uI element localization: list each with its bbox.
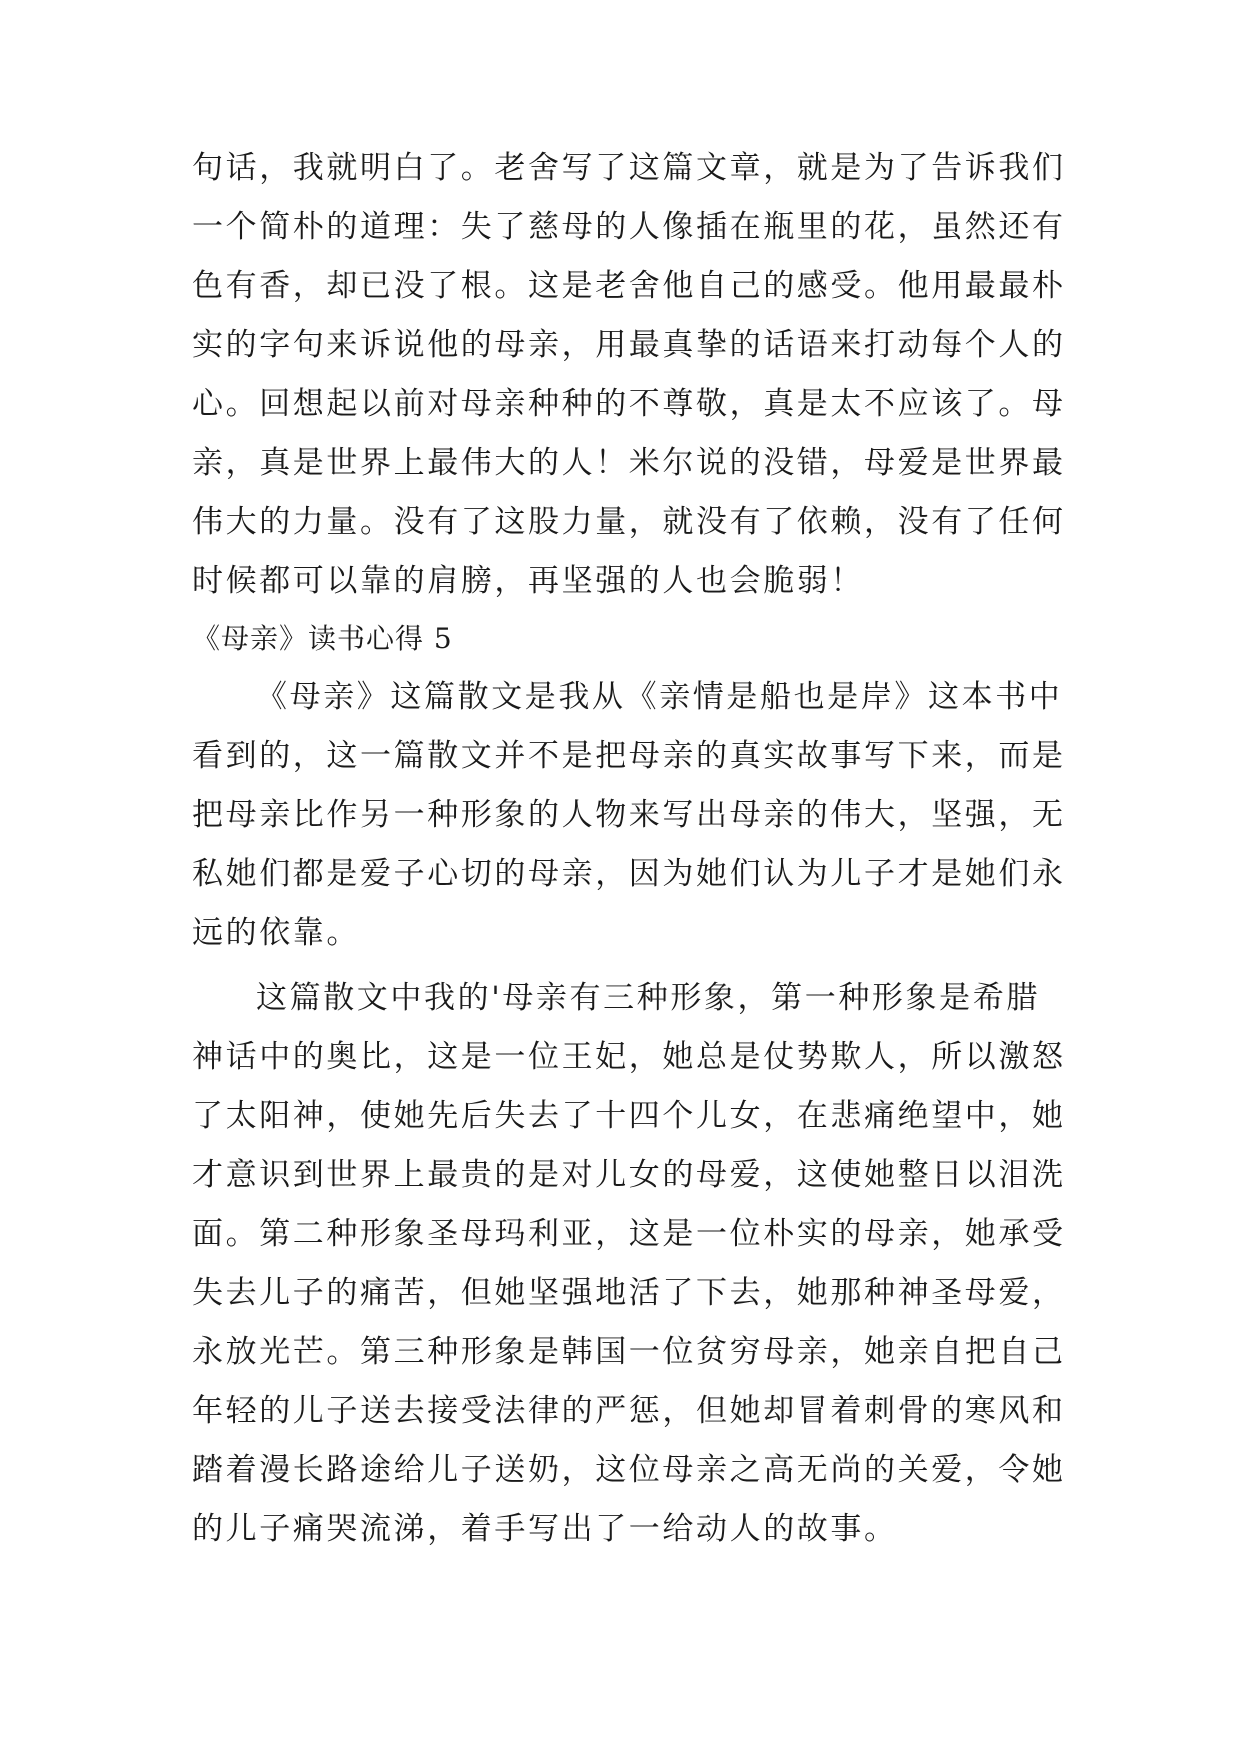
paragraph-line: 伟大的力量。没有了这股力量，就没有了依赖，没有了任何 <box>192 504 1066 540</box>
paragraph-line: 时候都可以靠的肩膀，再坚强的人也会脆弱！ <box>192 563 864 599</box>
paragraph-line: 这篇散文中我的'母亲有三种形象，第一种形象是希腊 <box>256 980 1040 1016</box>
paragraph-line: 面。第二种形象圣母玛利亚，这是一位朴实的母亲，她承受 <box>192 1216 1066 1252</box>
paragraph-line: 私她们都是爱子心切的母亲，因为她们认为儿子才是她们永 <box>192 856 1066 892</box>
paragraph-line: 看到的，这一篇散文并不是把母亲的真实故事写下来，而是 <box>192 738 1066 774</box>
paragraph-line: 的儿子痛哭流涕，着手写出了一给动人的故事。 <box>192 1511 898 1547</box>
paragraph-line: 句话，我就明白了。老舍写了这篇文章，就是为了告诉我们 <box>192 150 1066 186</box>
paragraph-line: 年轻的儿子送去接受法律的严惩，但她却冒着刺骨的寒风和 <box>192 1393 1066 1429</box>
paragraph-line: 远的依靠。 <box>192 915 360 951</box>
paragraph-line: 把母亲比作另一种形象的人物来写出母亲的伟大，坚强，无 <box>192 797 1066 833</box>
paragraph-line: 踏着漫长路途给儿子送奶，这位母亲之高无尚的关爱，令她 <box>192 1452 1066 1488</box>
paragraph-line: 神话中的奥比，这是一位王妃，她总是仗势欺人，所以激怒 <box>192 1039 1066 1075</box>
paragraph-line: 失去儿子的痛苦，但她坚强地活了下去，她那种神圣母爱， <box>192 1275 1066 1311</box>
paragraph-line: 了太阳神，使她先后失去了十四个儿女，在悲痛绝望中，她 <box>192 1098 1066 1134</box>
paragraph-line: 《母亲》这篇散文是我从《亲情是船也是岸》这本书中 <box>256 679 1063 715</box>
paragraph-line: 一个简朴的道理：失了慈母的人像插在瓶里的花，虽然还有 <box>192 209 1066 245</box>
paragraph-line: 才意识到世界上最贵的是对儿女的母爱，这使她整日以泪洗 <box>192 1157 1066 1193</box>
paragraph-line: 实的字句来诉说他的母亲，用最真挚的话语来打动每个人的 <box>192 327 1066 363</box>
paragraph-line: 心。回想起以前对母亲种种的不尊敬，真是太不应该了。母 <box>192 386 1066 422</box>
paragraph-line: 亲，真是世界上最伟大的人！米尔说的没错，母爱是世界最 <box>192 445 1066 481</box>
paragraph-line: 色有香，却已没了根。这是老舍他自己的感受。他用最最朴 <box>192 268 1066 304</box>
section-heading: 《母亲》读书心得 5 <box>192 622 453 655</box>
paragraph-line: 永放光芒。第三种形象是韩国一位贫穷母亲，她亲自把自己 <box>192 1334 1066 1370</box>
